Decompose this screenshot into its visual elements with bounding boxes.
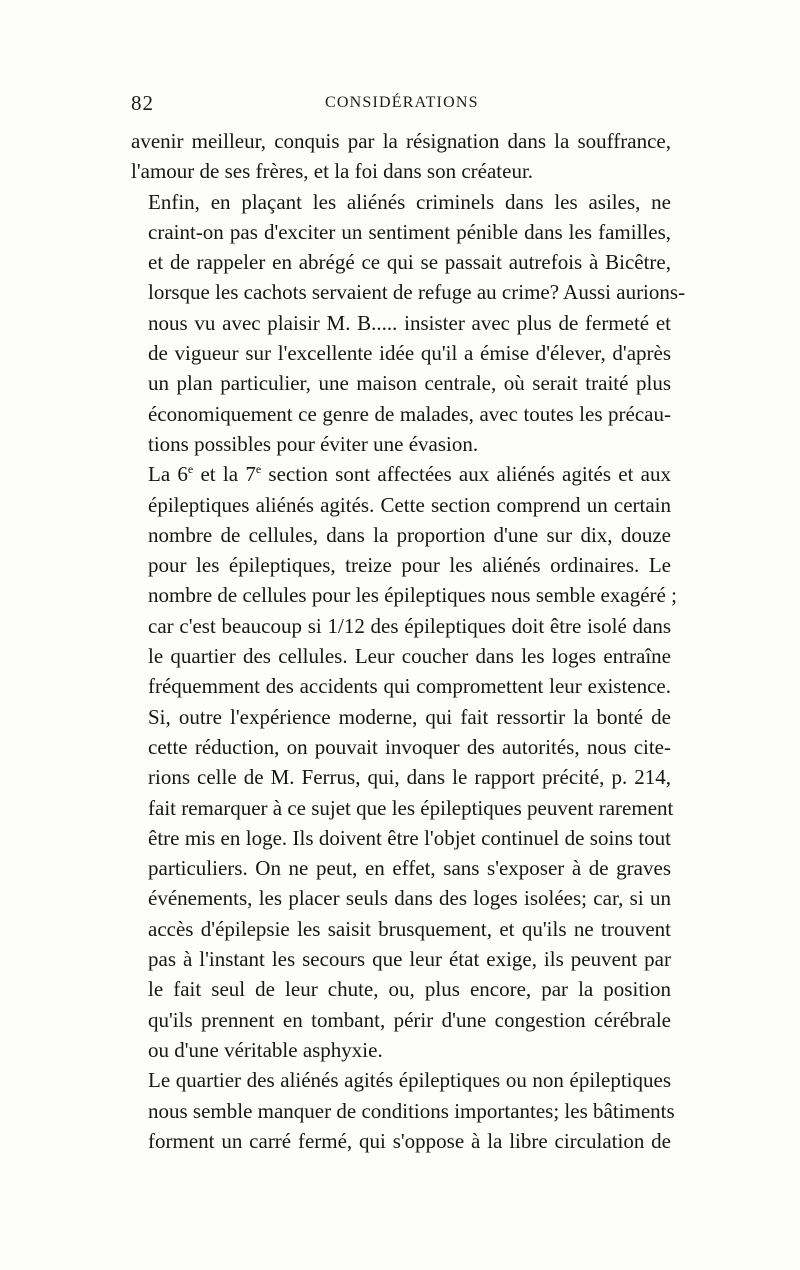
text-line: rions celle de M. Ferrus, qui, dans le rapport précité, p. 214, (148, 765, 671, 790)
text-line: nombre de cellules, dans la proportion d'une sur dix, douze (148, 522, 671, 547)
text-line: un plan particulier, une maison centrale, où serait traité plus (148, 371, 671, 396)
text-line: accès d'épilepsie les saisit brusquement, et qu'ils ne trouvent (148, 916, 671, 941)
text-line: nombre de cellules pour les épileptiques nous semble exagéré ; (148, 583, 677, 608)
text-line: et de rappeler en abrégé ce qui se passait autrefois à Bicêtre, (148, 250, 671, 275)
text-line: qu'ils prennent en tombant, périr d'une congestion cérébrale (148, 1007, 671, 1032)
text-line: Enfin, en plaçant les aliénés criminels dans les asiles, ne (148, 189, 671, 214)
text-line: avenir meilleur, conquis par la résignation dans la souffrance, (131, 129, 671, 153)
text-line: Si, outre l'expérience moderne, qui fait ressortir la bonté de (148, 704, 671, 729)
paragraph-1 (131, 126, 671, 187)
running-title: CONSIDÉRATIONS (325, 94, 479, 111)
text-run: section sont affectées aux aliénés agités et aux (261, 462, 671, 487)
text-line: particuliers. On ne peut, en effet, sans s'exposer à de graves (148, 856, 671, 881)
text-line: économiquement ce genre de malades, avec toutes les précau- (148, 401, 671, 426)
paragraph-3 (131, 459, 677, 1065)
text-line: pas à l'instant les secours que leur état exige, ils peuvent par (148, 947, 671, 972)
text-line-with-superscripts (131, 459, 671, 489)
paragraph-4 (131, 1065, 675, 1156)
text-line: épileptiques aliénés agités. Cette section comprend un certain (148, 492, 671, 517)
text-line: craint-on pas d'exciter un sentiment pénible dans les familles, (148, 219, 671, 244)
text-line: tions possibles pour éviter une évasion. (148, 431, 479, 456)
page-number: 82 (131, 91, 154, 115)
text-line: pour les épileptiques, treize pour les aliénés ordinaires. Le (148, 553, 671, 578)
paragraph-2 (131, 187, 686, 460)
text-line: nous vu avec plaisir M. B..... insister avec plus de fermeté et (148, 310, 671, 335)
text-line: événements, les placer seuls dans des loges isolées; car, si un (148, 886, 671, 911)
text-line: nous semble manquer de conditions importantes; les bâtiments (148, 1098, 675, 1123)
text-line: l'amour de ses frères, et la foi dans son créateur. (131, 159, 534, 184)
text-line: Le quartier des aliénés agités épileptiques ou non épileptiques (148, 1068, 671, 1093)
text-line: cette réduction, on pouvait invoquer des autorités, nous cite- (148, 734, 671, 759)
text-run: La 6 (148, 462, 188, 487)
text-line: le fait seul de leur chute, ou, plus encore, par la position (148, 977, 671, 1002)
text-run: et la 7 (193, 462, 256, 487)
superscript: e (187, 462, 194, 477)
text-line: être mis en loge. Ils doivent être l'objet continuel de soins tout (148, 825, 671, 850)
text-line: fréquemment des accidents qui compromettent leur existence. (148, 674, 671, 699)
superscript: e (255, 462, 262, 477)
text-line: le quartier des cellules. Leur coucher dans les loges entraîne (148, 644, 671, 669)
text-line: forment un carré fermé, qui s'oppose à la libre circulation de (148, 1128, 671, 1153)
body-text (131, 126, 686, 1156)
text-line: fait remarquer à ce sujet que les épileptiques peuvent rarement (148, 795, 674, 820)
text-line: de vigueur sur l'excellente idée qu'il a émise d'élever, d'après (148, 341, 671, 366)
page-header (131, 91, 671, 117)
text-line: ou d'une véritable asphyxie. (148, 1037, 383, 1062)
text-line: lorsque les cachots servaient de refuge au crime? Aussi aurions- (148, 280, 686, 305)
text-line: car c'est beaucoup si 1/12 des épileptiques doit être isolé dans (148, 613, 671, 638)
